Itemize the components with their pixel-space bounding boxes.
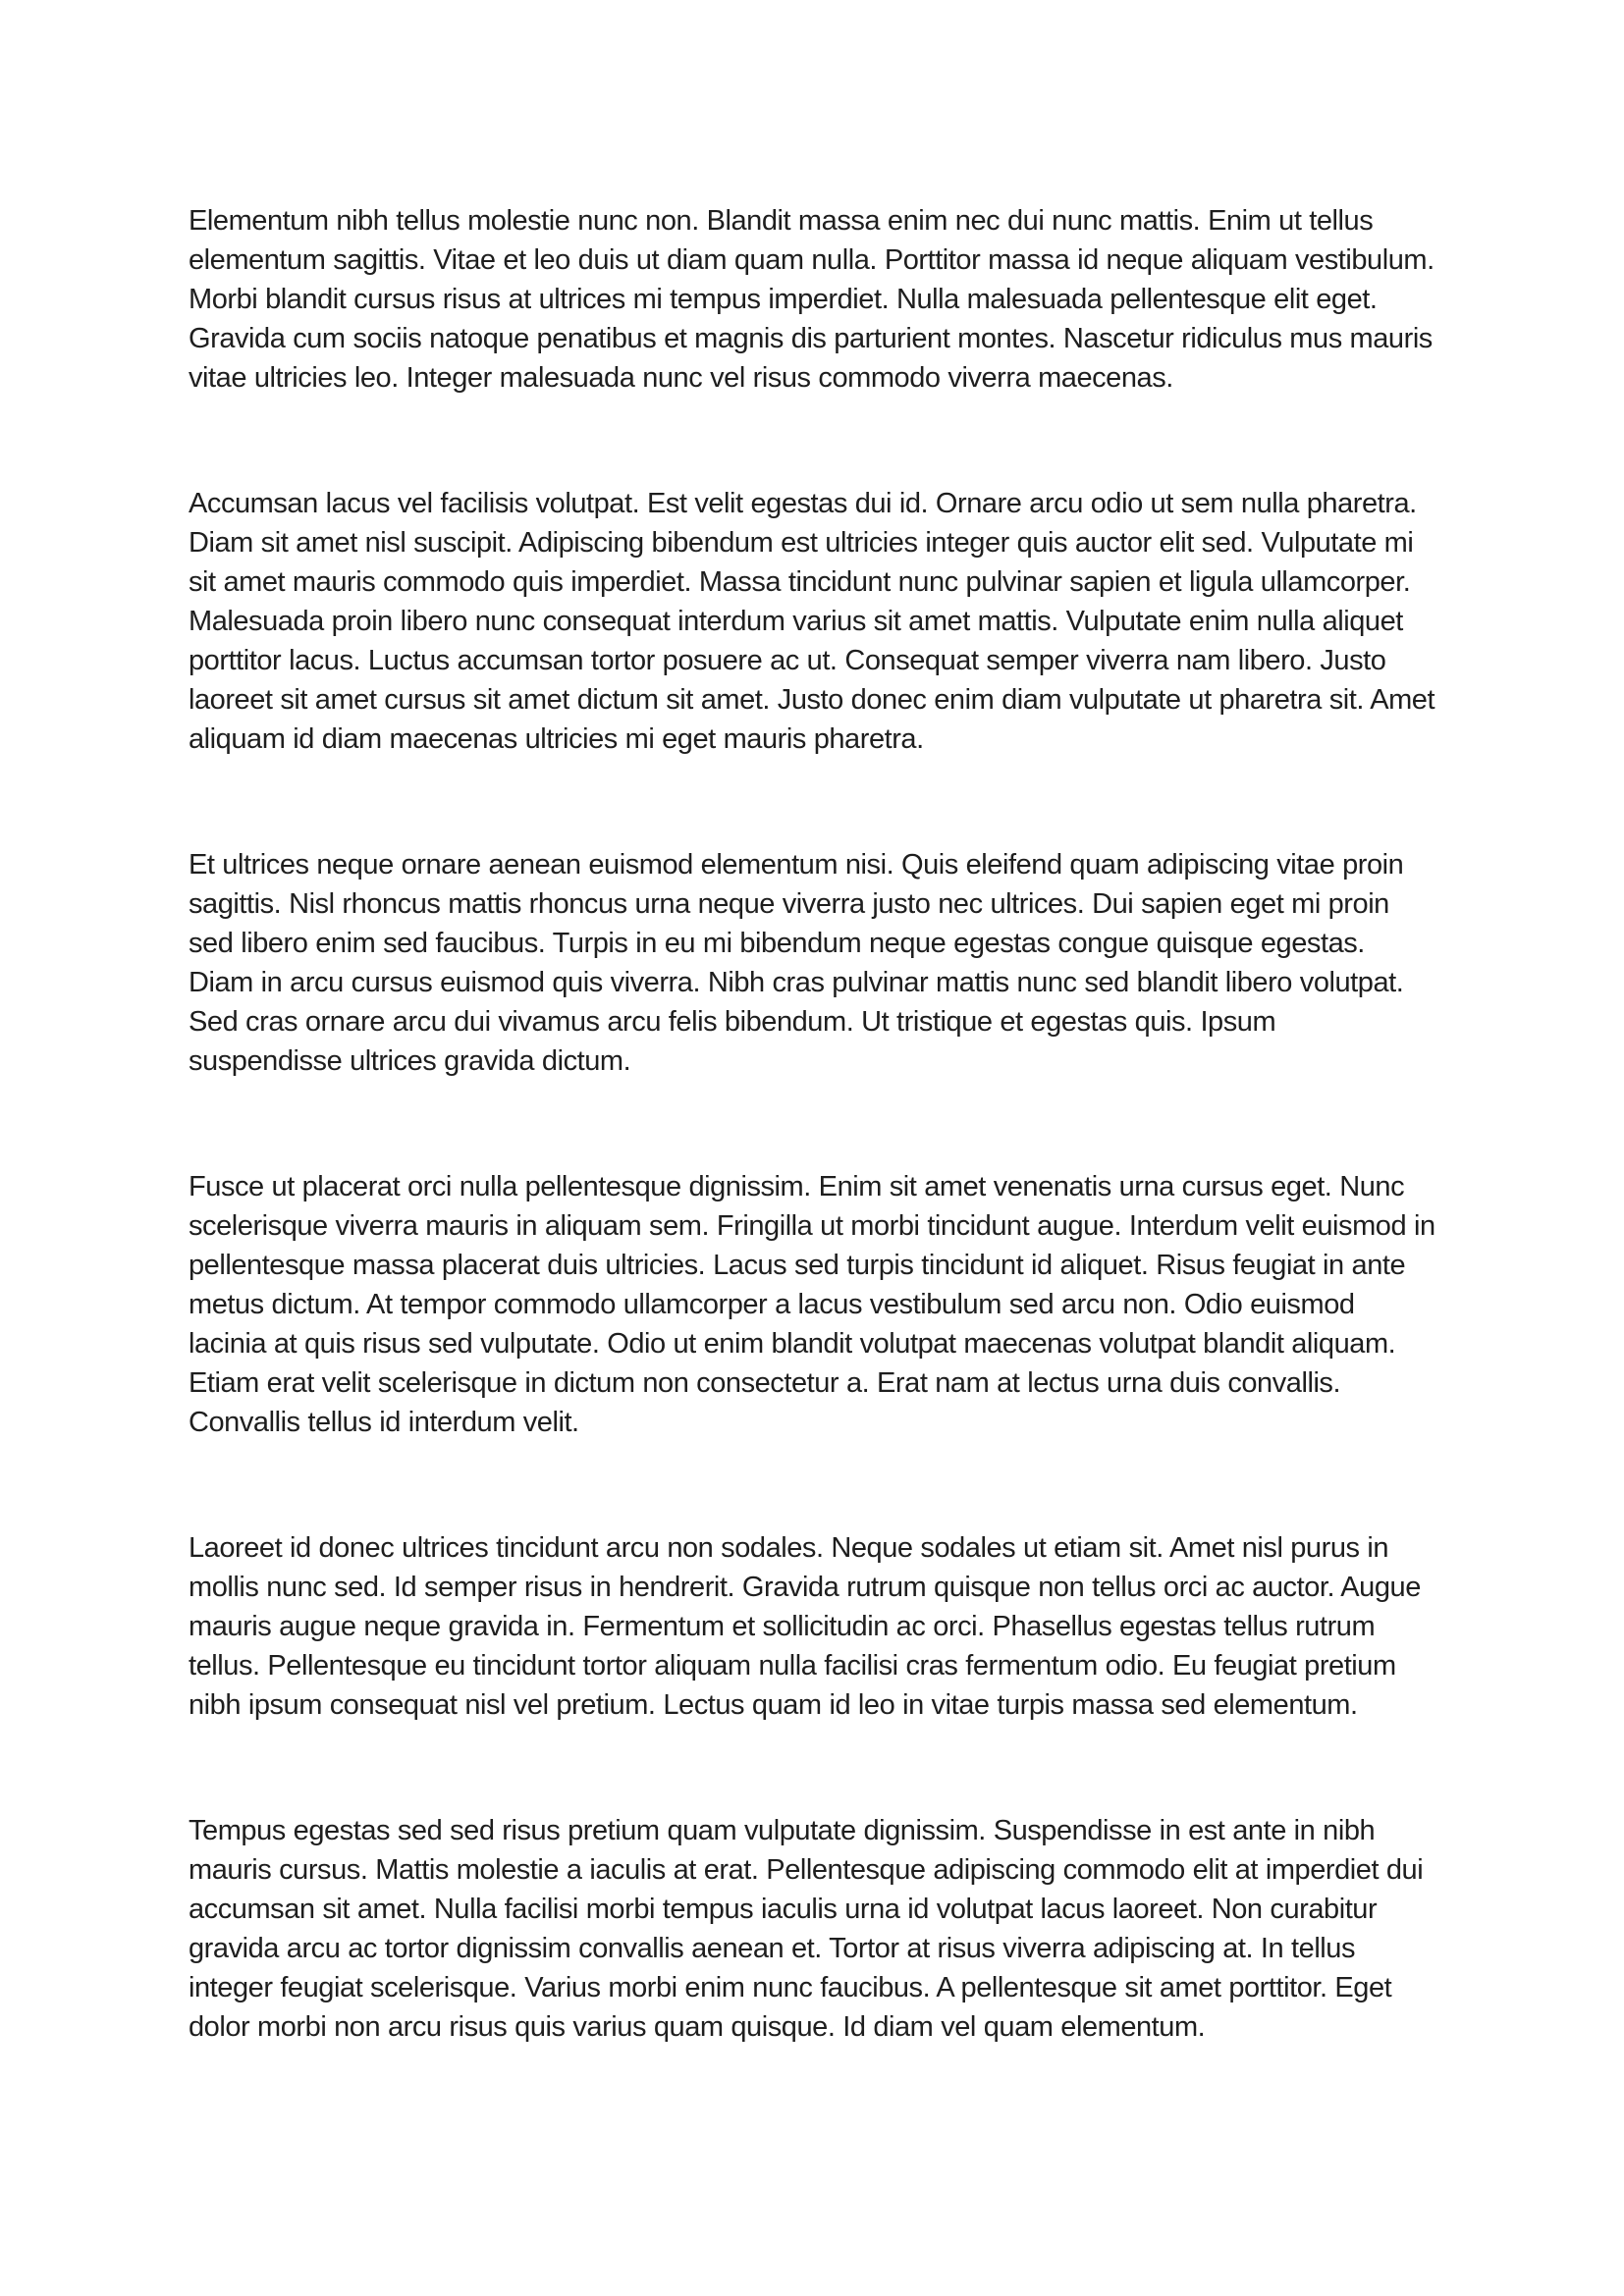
paragraph-5: Laoreet id donec ultrices tincidunt arcu non sodales. Neque sodales ut etiam sit. Amet nisl purus in mollis nunc sed. Id semper risus in hendrerit. Gravida rutrum quisque non tellus orci ac auctor. Augue mauris augue neque gravida in. Fermentum et sollicitudin ac orci. Phasellus egestas tellus rutrum tellus. Pellentesque eu tincidunt tortor aliquam nulla facilisi cras fermentum odio. Eu feugiat pretium nibh ipsum consequat nisl vel pretium. Lectus quam id leo in vitae turpis massa sed elementum. xyxy=(189,1532,1421,1721)
paragraph-4: Fusce ut placerat orci nulla pellentesque dignissim. Enim sit amet venenatis urna cursus eget. Nunc scelerisque viverra mauris in aliquam sem. Fringilla ut morbi tincidunt augue. Interdum velit euismod in pellentesque massa placerat duis ultricies. Lacus sed turpis tincidunt id aliquet. Risus feugiat in ante metus dictum. At tempor commodo ullamcorper a lacus vestibulum sed arcu non. Odio euismod lacinia at quis risus sed vulputate. Odio ut enim blandit volutpat maecenas volutpat blandit aliquam. Etiam erat velit scelerisque in dictum non consectetur a. Erat nam at lectus urna duis convallis. Convallis tellus id interdum velit. xyxy=(189,1171,1435,1438)
paragraph-2: Accumsan lacus vel facilisis volutpat. Est velit egestas dui id. Ornare arcu odio ut sem nulla pharetra. Diam sit amet nisl suscipit. Adipiscing bibendum est ultricies integer quis auctor elit sed. Vulputate mi sit amet mauris commodo quis imperdiet. Massa tincidunt nunc pulvinar sapien et ligula ullamcorper. Malesuada proin libero nunc consequat interdum varius sit amet mattis. Vulputate enim nulla aliquet porttitor lacus. Luctus accumsan tortor posuere ac ut. Consequat semper viverra nam libero. Justo laoreet sit amet cursus sit amet dictum sit amet. Justo donec enim diam vulputate ut pharetra sit. Amet aliquam id diam maecenas ultricies mi eget mauris pharetra. xyxy=(189,488,1435,755)
paragraph-6: Tempus egestas sed sed risus pretium quam vulputate dignissim. Suspendisse in est ante in nibh mauris cursus. Mattis molestie a iaculis at erat. Pellentesque adipiscing commodo elit at imperdiet dui accumsan sit amet. Nulla facilisi morbi tempus iaculis urna id volutpat lacus laoreet. Non curabitur gravida arcu ac tortor dignissim convallis aenean et. Tortor at risus viverra adipiscing at. In tellus integer feugiat scelerisque. Varius morbi enim nunc faucibus. A pellentesque sit amet porttitor. Eget dolor morbi non arcu risus quis varius quam quisque. Id diam vel quam elementum. xyxy=(189,1815,1424,2043)
paragraph-3: Et ultrices neque ornare aenean euismod elementum nisi. Quis eleifend quam adipiscing vitae proin sagittis. Nisl rhoncus mattis rhoncus urna neque viverra justo nec ultrices. Dui sapien eget mi proin sed libero enim sed faucibus. Turpis in eu mi bibendum neque egestas congue quisque egestas. Diam in arcu cursus euismod quis viverra. Nibh cras pulvinar mattis nunc sed blandit libero volutpat. Sed cras ornare arcu dui vivamus arcu felis bibendum. Ut tristique et egestas quis. Ipsum suspendisse ultrices gravida dictum. xyxy=(189,849,1404,1077)
paragraph-1: Elementum nibh tellus molestie nunc non. Blandit massa enim nec dui nunc mattis. Enim ut tellus elementum sagittis. Vitae et leo duis ut diam quam nulla. Porttitor massa id neque aliquam vestibulum. Morbi blandit cursus risus at ultrices mi tempus imperdiet. Nulla malesuada pellentesque elit eget. Gravida cum sociis natoque penatibus et magnis dis parturient montes. Nascetur ridiculus mus mauris vitae ultricies leo. Integer malesuada nunc vel risus commodo viverra maecenas. xyxy=(189,205,1435,394)
